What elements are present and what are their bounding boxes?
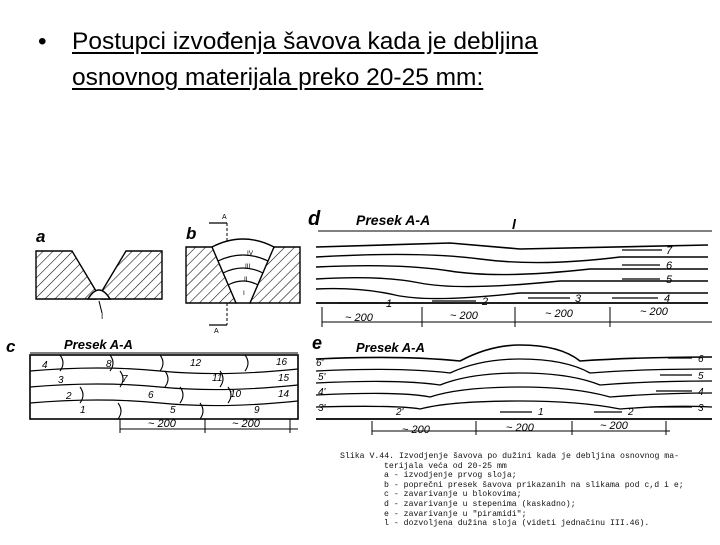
c-num-12: 12 bbox=[190, 358, 202, 369]
panel-d bbox=[308, 208, 712, 327]
d-number-1: 1 bbox=[386, 298, 393, 310]
e-dim-3: ~ 200 bbox=[600, 420, 628, 432]
e-num-6p: 6' bbox=[316, 358, 324, 369]
e-num-6: 6 bbox=[698, 354, 704, 365]
label-b: b bbox=[186, 224, 197, 243]
e-dim-1: ~ 200 bbox=[402, 424, 430, 436]
panel-e bbox=[312, 333, 712, 436]
c-num-6: 6 bbox=[148, 390, 154, 401]
layer-i: I bbox=[243, 290, 245, 297]
panel-b bbox=[186, 214, 300, 335]
c-num-8: 8 bbox=[106, 359, 112, 370]
c-num-5: 5 bbox=[170, 405, 176, 416]
marker-b-bottom: A bbox=[214, 328, 219, 335]
d-dim-4: ~ 200 bbox=[640, 306, 668, 318]
marker-b-top: A bbox=[222, 214, 227, 221]
bullet-text-line-2: osnovnog materijala preko 20-25 mm: bbox=[72, 64, 484, 91]
panel-a bbox=[36, 227, 162, 321]
caption-line: c - zavarivanje u blokovima; bbox=[384, 490, 522, 500]
c-num-3: 3 bbox=[58, 375, 64, 386]
d-number-5: 5 bbox=[666, 274, 673, 286]
c-num-4: 4 bbox=[42, 360, 48, 371]
label-d: d bbox=[308, 208, 321, 230]
c-num-16: 16 bbox=[276, 357, 288, 368]
d-dim-3: ~ 200 bbox=[545, 308, 573, 320]
d-number-6: 6 bbox=[666, 260, 673, 272]
e-num-5: 5 bbox=[698, 371, 704, 382]
d-dim-2: ~ 200 bbox=[450, 310, 478, 322]
e-num-5p: 5' bbox=[318, 372, 326, 383]
c-num-9: 9 bbox=[254, 405, 260, 416]
section-label-c: Presek A-A bbox=[64, 337, 133, 352]
c-num-10: 10 bbox=[230, 389, 242, 400]
c-num-11: 11 bbox=[212, 373, 223, 384]
layer-iii: III bbox=[245, 263, 251, 270]
e-num-3p: 3' bbox=[318, 403, 326, 414]
d-dim-1: ~ 200 bbox=[345, 312, 373, 324]
label-e: e bbox=[312, 333, 323, 353]
layer-iv: IV bbox=[247, 250, 254, 257]
figure-caption bbox=[340, 452, 712, 529]
marker-a: I bbox=[101, 312, 104, 321]
plate-left-a bbox=[36, 251, 96, 299]
c-num-2: 2 bbox=[66, 391, 72, 402]
e-num-2: 2 bbox=[628, 407, 634, 418]
caption-line: d - zavarivanje u stepenima (kaskadno); bbox=[384, 499, 576, 509]
caption-line: l - dozvoljena dužina sloja (videti jednačinu III.46). bbox=[384, 519, 650, 529]
bullet-dot: • bbox=[38, 28, 47, 55]
d-number-4: 4 bbox=[664, 293, 671, 305]
e-num-2p: 2' bbox=[396, 407, 404, 418]
panel-c bbox=[6, 337, 298, 433]
caption-line: e - zavarivanje u "piramidi"; bbox=[384, 509, 527, 519]
e-dim-2: ~ 200 bbox=[506, 422, 534, 434]
plate-right-a bbox=[102, 251, 162, 299]
label-a: a bbox=[36, 227, 46, 246]
caption-line: a - izvodjenje prvog sloja; bbox=[384, 471, 517, 481]
c-num-14: 14 bbox=[278, 389, 290, 400]
section-label-e: Presek A-A bbox=[356, 340, 425, 355]
c-dim-2: ~ 200 bbox=[232, 418, 260, 430]
d-number-2: 2 bbox=[482, 296, 489, 308]
section-label-d: Presek A-A bbox=[356, 212, 431, 228]
d-number-3: 3 bbox=[575, 293, 582, 305]
d-number-7: 7 bbox=[666, 245, 673, 257]
c-num-1: 1 bbox=[80, 405, 86, 416]
caption-line: b - poprečni presek šavova prikazanih na slikama pod c,d i e; bbox=[384, 480, 684, 490]
e-num-4: 4 bbox=[698, 387, 704, 398]
e-num-3: 3 bbox=[698, 403, 704, 414]
c-num-15: 15 bbox=[278, 373, 290, 384]
length-label: l bbox=[512, 216, 516, 232]
c-dim-1: ~ 200 bbox=[148, 418, 176, 430]
e-num-1: 1 bbox=[538, 407, 544, 418]
bullet-text-line-1: Postupci izvođenja šavova kada je debljina bbox=[72, 28, 538, 55]
e-num-4p: 4' bbox=[318, 387, 326, 398]
c-num-7: 7 bbox=[122, 374, 128, 385]
caption-line: Slika V.44. Izvodjenje šavova po dužini kada je debljina osnovnog ma- bbox=[340, 452, 680, 461]
label-c: c bbox=[6, 337, 16, 356]
caption-line: terijala veća od 20-25 mm bbox=[384, 461, 507, 471]
layer-ii: II bbox=[244, 276, 248, 283]
